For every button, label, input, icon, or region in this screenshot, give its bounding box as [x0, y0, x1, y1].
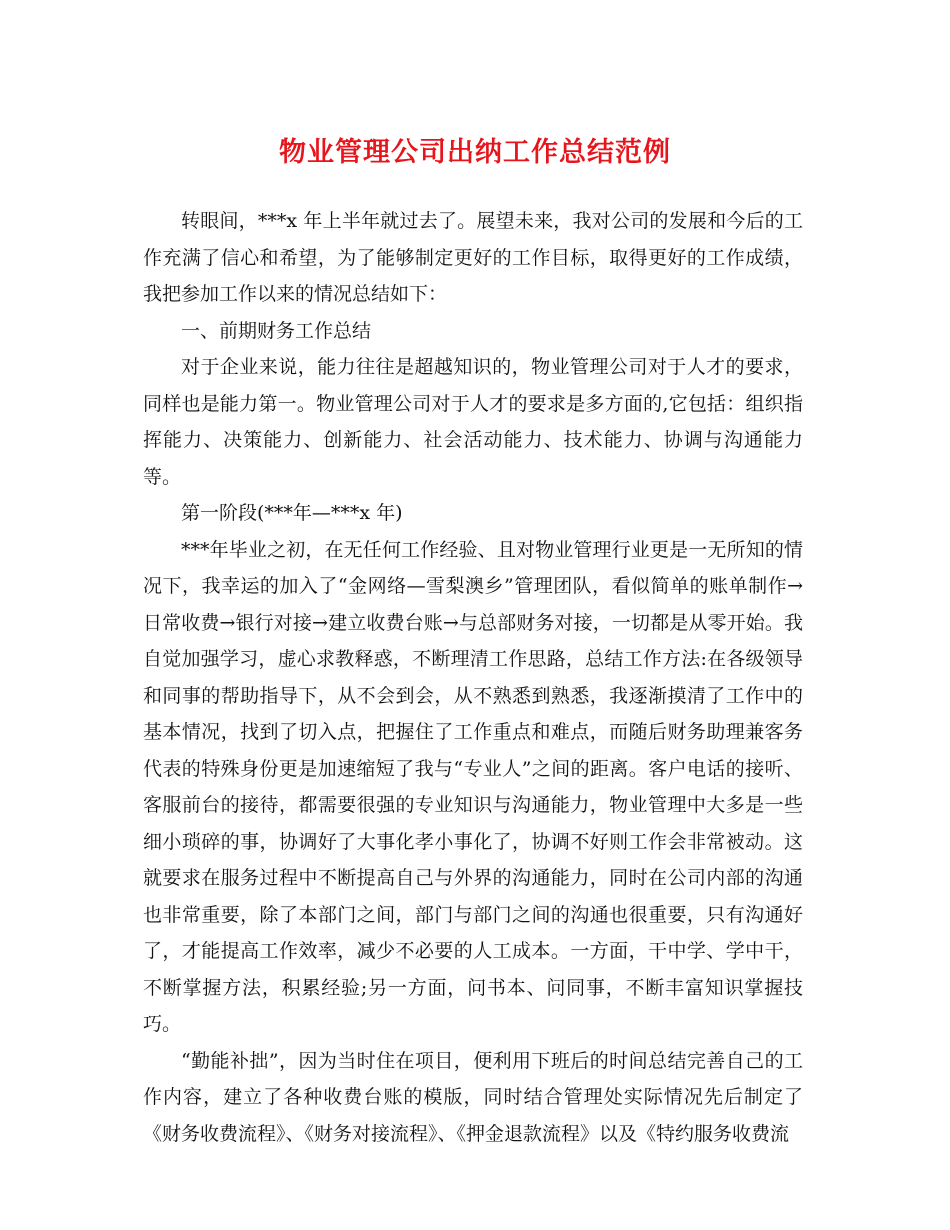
paragraph-diligence: “勤能补拙”，因为当时住在项目，便利用下班后的时间总结完善自己的工作内容，建立了各种收费台账的模版，同时结合管理处实际情况先后制定了《财务收费流程》、《财务对接流程》、《押金退款流程》以及《特约服务收费流 [143, 1049, 803, 1145]
document-body [143, 203, 803, 1152]
section-heading: 一、前期财务工作总结 [181, 319, 372, 342]
paragraph-ability: 对于企业来说，能力往往是超越知识的，物业管理公司对于人才的要求，同样也是能力第一。物业管理公司对于人才的要求是多方面的,它包括：组织指挥能力、决策能力、创新能力、社会活动能力、技术能力、协调与沟通能力等。 [143, 356, 803, 488]
document-title: 物业管理公司出纳工作总结范例 [279, 137, 671, 168]
stage-heading: 第一阶段(***年—***x 年) [181, 502, 403, 524]
paragraph-stage-one: ***年毕业之初，在无任何工作经验、且对物业管理行业更是一无所知的情况下，我幸运的加入了“金网络—雪梨澳乡”管理团队，看似简单的账单制作→日常收费→银行对接→建立收费台账→与总部财务对接，一切都是从零开始。我自觉加强学习，虚心求教释惑，不断理清工作思路，总结工作方法:在各级领导和同事的帮助指导下，从不会到会，从不熟悉到熟悉，我逐渐摸清了工作中的基本情况，找到了切入点，把握住了工作重点和难点，而随后财务助理兼客务代表的特殊身份更是加速缩短了我与“专业人”之间的距离。客户电话的接听、客服前台的接待，都需要很强的专业知识与沟通能力，物业管理中大多是一些细小琐碎的事，协调好了大事化孝小事化了，协调不好则工作会非常被动。这就要求在服务过程中不断提高自己与外界的沟通能力，同时在公司内部的沟通也非常重要，除了本部门之间，部门与部门之间的沟通也很重要，只有沟通好了，才能提高工作效率，减少不必要的人工成本。一方面，干中学、学中干，不断掌握方法，积累经验;另一方面，问书本、问同事，不断丰富知识掌握技巧。 [143, 538, 803, 1035]
paragraph-intro: 转眼间，***x 年上半年就过去了。展望未来，我对公司的发展和今后的工作充满了信心和希望，为了能够制定更好的工作目标，取得更好的工作成绩，我把参加工作以来的情况总结如下： [143, 210, 803, 305]
